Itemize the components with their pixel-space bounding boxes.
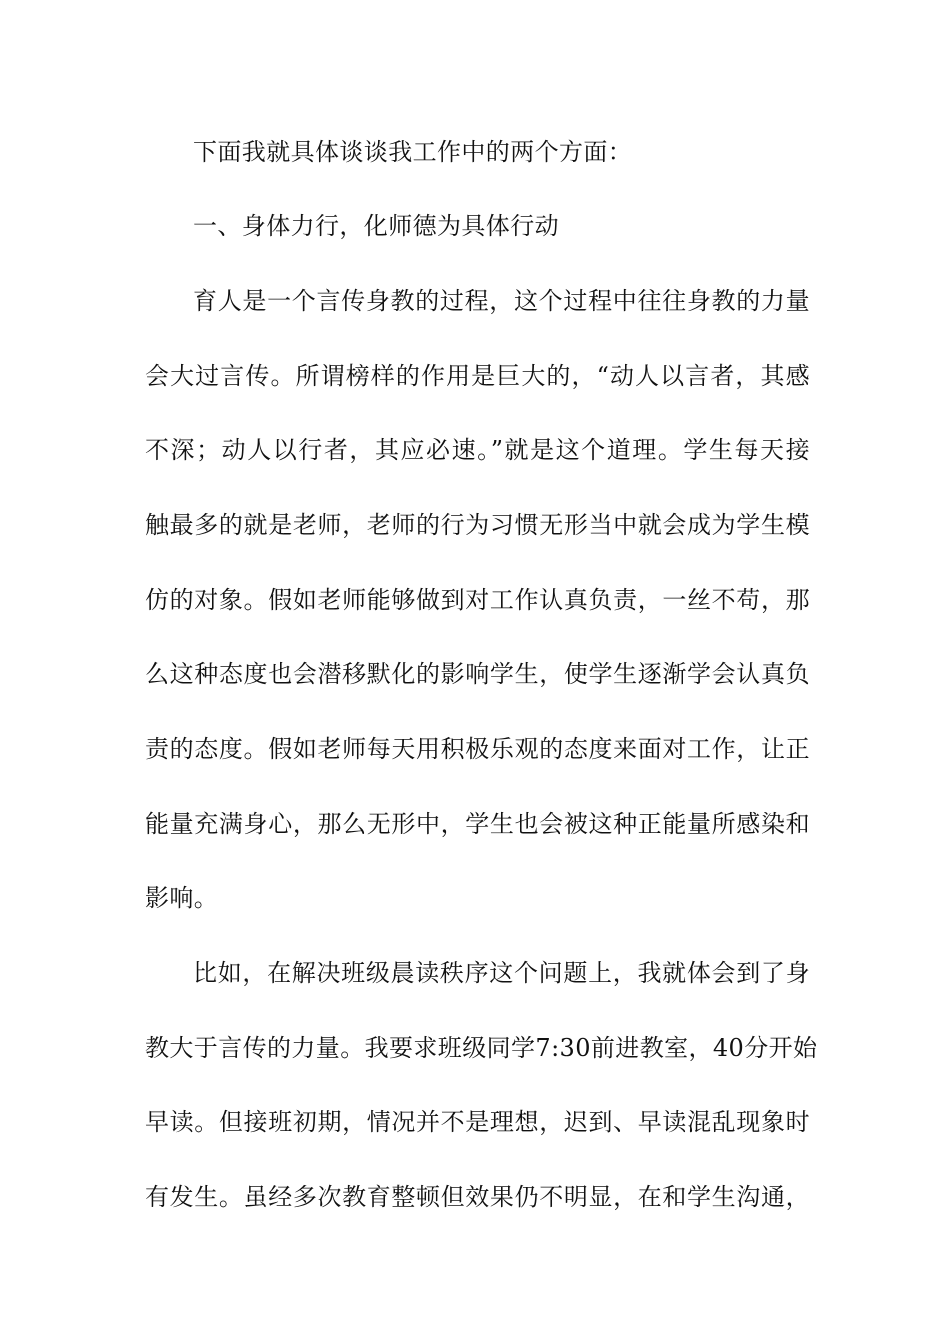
paragraph-line: 比如，在解决班级晨读秩序这个问题上，我就体会到了身 [193, 959, 810, 987]
paragraph-line: 影响。 [145, 884, 219, 912]
paragraph-line: 有发生。虽经多次教育整顿但效果仍不明显，在和学生沟通， [145, 1183, 810, 1211]
paragraph-line: 不深；动人以行者，其应必速。”就是这个道理。学生每天接 [145, 436, 810, 464]
paragraph-line: 会大过言传。所谓榜样的作用是巨大的，“动人以言者，其感 [145, 362, 810, 390]
section-heading: 一、身体力行，化师德为具体行动 [193, 212, 559, 240]
paragraph-line: 触最多的就是老师，老师的行为习惯无形当中就会成为学生模 [145, 511, 810, 539]
paragraph-line: 育人是一个言传身教的过程，这个过程中往往身教的力量 [193, 287, 810, 315]
paragraph-line: 早读。但接班初期，情况并不是理想，迟到、早读混乱现象时 [145, 1108, 810, 1136]
paragraph-line: 下面我就具体谈谈我工作中的两个方面： [193, 138, 633, 166]
paragraph-line: 么这种态度也会潜移默化的影响学生，使学生逐渐学会认真负 [145, 660, 810, 688]
paragraph-line: 责的态度。假如老师每天用积极乐观的态度来面对工作，让正 [145, 735, 810, 763]
paragraph-line: 能量充满身心，那么无形中，学生也会被这种正能量所感染和 [145, 810, 810, 838]
paragraph-line: 教大于言传的力量。我要求班级同学7:30前进教室，40分开始 [145, 1034, 818, 1062]
paragraph-line: 仿的对象。假如老师能够做到对工作认真负责，一丝不苟，那 [145, 586, 810, 614]
